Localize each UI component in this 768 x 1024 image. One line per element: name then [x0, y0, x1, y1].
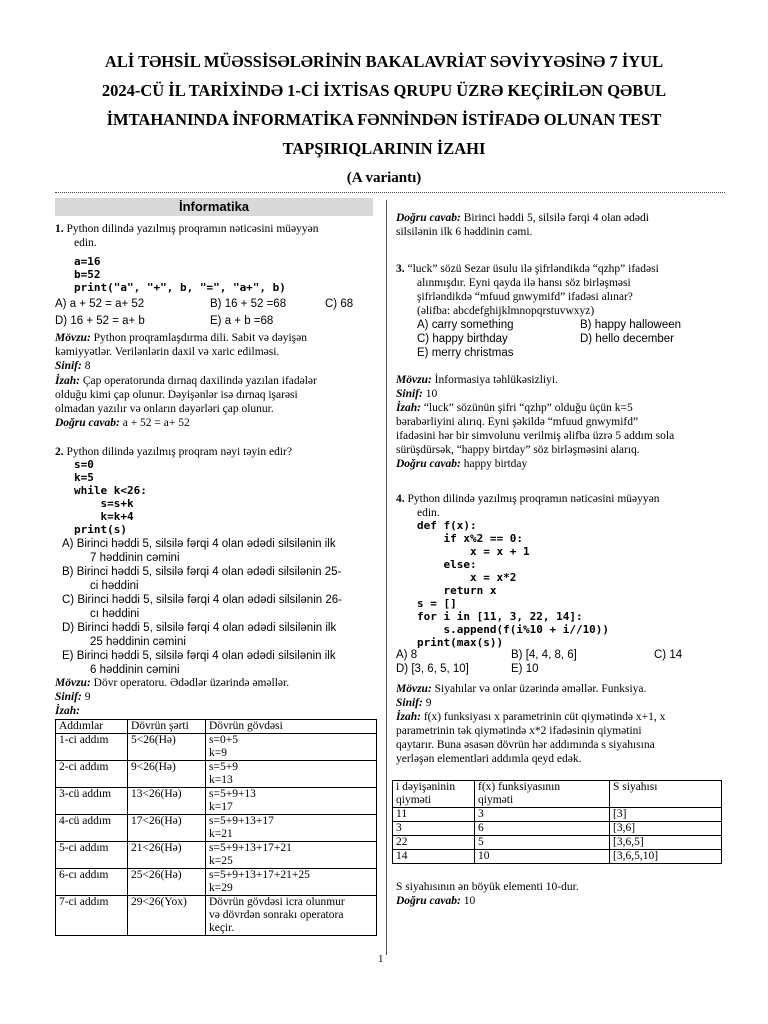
q4-text — [396, 492, 660, 506]
cell-line: s=5+9+13 — [209, 788, 256, 800]
q3-izah — [396, 401, 633, 415]
q1-sinif — [55, 359, 90, 373]
table-cell: 2-ci addım — [56, 761, 128, 788]
q2-option-a-cont[interactable]: 7 həddinin cəmini — [90, 552, 180, 564]
q2-sinif-value: 9 — [84, 691, 91, 703]
q3-option-a[interactable]: A) carry something — [417, 319, 514, 331]
cell-line: i dəyişəninin — [396, 781, 456, 793]
q3-izah-line1: “luck” sözünün şifri “qzhp” olduğu üçün k=5 — [423, 402, 633, 414]
cell-line: qiyməti — [396, 794, 432, 806]
cell-line: f(x) funksiyasının — [478, 781, 561, 793]
q1-text — [55, 222, 319, 236]
q4-izah-line4: yerləşən elementləri addımla qeyd edək. — [396, 753, 582, 765]
q1-option-b[interactable]: B) 16 + 52 =68 — [210, 298, 287, 310]
table-cell: [3] — [610, 808, 722, 822]
q1-answer-value: a + 52 = a+ 52 — [122, 417, 190, 429]
table-cell: 10 — [475, 850, 610, 864]
q2-answer — [396, 211, 649, 225]
q1-movzu-text: Python proqramlaşdırma dili. Sabit və dəyişən — [93, 332, 308, 344]
q3-answer — [396, 457, 527, 471]
table-row — [56, 761, 377, 788]
q3-option-e[interactable]: E) merry christmas — [417, 347, 514, 359]
table-row — [393, 822, 722, 836]
q1-izah — [55, 374, 317, 388]
q4-option-d[interactable]: D) [3, 6, 5, 10] — [396, 663, 469, 675]
cell-line: s=5+9+13+17+21+25 — [209, 869, 310, 881]
cell-line: s=5+9+13+17+21 — [209, 842, 292, 854]
cell-line: k=13 — [209, 774, 233, 786]
q2-movzu — [55, 676, 289, 690]
q4-option-b[interactable]: B) [4, 4, 8, 6] — [511, 649, 577, 661]
dogru-label: Doğru cavab: — [55, 417, 120, 429]
cell-line: k=17 — [209, 801, 233, 813]
document-title — [40, 47, 728, 163]
cell-line: k=29 — [209, 882, 233, 894]
table-cell: 5<26(Hə) — [128, 734, 206, 761]
q2-option-c[interactable]: C) Birinci həddi 5, silsilə fərqi 4 olan ədədi silsilənin 26- — [62, 594, 342, 606]
q1-option-e[interactable]: E) a + b =68 — [210, 315, 274, 327]
q3-text — [396, 262, 659, 276]
table-cell: 4-cü addım — [56, 815, 128, 842]
q2-option-b[interactable]: B) Birinci həddi 5, silsilə fərqi 4 olan ədədi silsilənin 25- — [62, 566, 342, 578]
q2-option-d[interactable]: D) Birinci həddi 5, silsilə fərqi 4 olan ədədi silsilənin ilk — [62, 622, 337, 634]
cell-line: qiyməti — [478, 794, 514, 806]
table-cell — [206, 761, 377, 788]
q2-option-e-cont[interactable]: 6 həddinin cəmini — [90, 664, 180, 676]
table-header: Dövrün şərti — [128, 720, 206, 734]
table-header — [475, 781, 610, 808]
table-row — [393, 836, 722, 850]
table-cell — [206, 815, 377, 842]
table-cell: 17<26(Hə) — [128, 815, 206, 842]
cell-line: keçir. — [209, 922, 235, 934]
q4-code: def f(x): if x%2 == 0: x = x + 1 else: x = x*2 return x s = [] for i in [11, 3, 22, 14]: s.append(f(i%10 + i//10)) print(max(s)) — [417, 519, 610, 649]
table-cell: 21<26(Hə) — [128, 842, 206, 869]
table-cell — [206, 734, 377, 761]
q3-movzu-text: İnformasiya təhlükəsizliyi. — [434, 374, 558, 386]
table-cell — [206, 869, 377, 896]
q4-text-line2: edin. — [417, 507, 440, 519]
column-divider — [386, 200, 387, 955]
dogru-label: Doğru cavab: — [396, 458, 461, 470]
q4-option-c[interactable]: C) 14 — [654, 649, 683, 661]
q2-answer-line2: silsilənin ilk 6 həddinin cəmi. — [396, 226, 533, 238]
movzu-label: Mövzu: — [55, 332, 91, 344]
sinif-label: Sinif: — [55, 691, 82, 703]
table-cell: 6-cı addım — [56, 869, 128, 896]
table-cell: 29<26(Yox) — [128, 896, 206, 936]
page-number: 1 — [378, 953, 384, 965]
q4-note: S siyahısının ən böyük elementi 10-dur. — [396, 881, 579, 893]
section-title: İnformatika — [55, 198, 373, 216]
table-row — [56, 896, 377, 936]
table-header-row — [56, 720, 377, 734]
q1-text-line2: edin. — [74, 237, 97, 249]
q4-values-table — [392, 780, 722, 864]
q2-steps-table — [55, 719, 377, 936]
q2-option-c-cont[interactable]: cı həddini — [90, 608, 140, 620]
table-cell — [206, 788, 377, 815]
q3-answer-value: happy birtday — [463, 458, 528, 470]
cell-line: Dövrün gövdəsi icra olunmur — [209, 896, 345, 908]
q2-option-d-cont[interactable]: 25 həddinin cəmini — [90, 636, 186, 648]
q4-option-a[interactable]: A) 8 — [396, 649, 418, 661]
q4-izah-line2: parametrinin tək qiymətində x*2 ifadəsinin qiymətini — [396, 725, 642, 737]
q2-option-e[interactable]: E) Birinci həddi 5, silsilə fərqi 4 olan ədədi silsilənin ilk — [62, 650, 336, 662]
q3-option-c[interactable]: C) happy birthday — [417, 333, 508, 345]
q2-option-a[interactable]: A) Birinci həddi 5, silsilə fərqi 4 olan ədədi silsilənin ilk — [62, 538, 336, 550]
title-line-1: ALİ TƏHSİL MÜƏSSİSƏLƏRİNİN BAKALAVRİAT SƏVİYYƏSİNƏ 7 İYUL — [104, 52, 664, 71]
table-row — [56, 788, 377, 815]
table-cell: 1-ci addım — [56, 734, 128, 761]
q3-izah-line3: ifadəsini hər bir simvolunu verilmiş əlifba üzrə 5 addım sola — [396, 430, 675, 442]
table-row — [56, 734, 377, 761]
q3-sinif-value: 10 — [425, 388, 438, 400]
q1-option-c[interactable]: C) 68 — [325, 298, 354, 310]
q4-answer — [396, 894, 475, 908]
q2-option-b-cont[interactable]: ci həddini — [90, 580, 139, 592]
q4-sinif-value: 9 — [425, 697, 432, 709]
q2-question: Python dilində yazılmış proqram nəyi təyin edir? — [66, 446, 292, 458]
q1-movzu-line2: kəmiyyətlər. Verilənlərin daxil və xaric edilməsi. — [55, 346, 280, 358]
q3-number: 3. — [396, 263, 405, 275]
table-cell: 13<26(Hə) — [128, 788, 206, 815]
q1-option-d[interactable]: D) 16 + 52 = a+ b — [55, 315, 145, 327]
sinif-label: Sinif: — [396, 388, 423, 400]
table-cell — [206, 842, 377, 869]
q2-sinif — [55, 690, 90, 704]
dogru-label: Doğru cavab: — [396, 212, 461, 224]
table-row — [393, 850, 722, 864]
table-cell: 3 — [393, 822, 475, 836]
q4-answer-value: 10 — [463, 895, 476, 907]
q1-answer — [55, 416, 190, 430]
q3-text-line2: alınmışdır. Eyni qayda ilə hansı söz birləşməsi — [417, 277, 631, 289]
cell-line: s=0+5 — [209, 734, 238, 746]
sinif-label: Sinif: — [396, 697, 423, 709]
q4-izah-line1: f(x) funksiyası x parametrinin cüt qiymətində x+1, x — [423, 711, 666, 723]
q1-option-a[interactable]: A) a + 52 = a+ 52 — [55, 298, 145, 310]
table-cell: [3,6,5,10] — [610, 850, 722, 864]
variant-label: (A variantı) — [346, 170, 422, 186]
dogru-label: Doğru cavab: — [396, 895, 461, 907]
table-row — [393, 808, 722, 822]
q4-number: 4. — [396, 493, 405, 505]
table-cell: 3-cü addım — [56, 788, 128, 815]
title-line-3: İMTAHANINDA İNFORMATİKA FƏNNİNDƏN İSTİFADƏ OLUNAN TEST — [106, 110, 662, 129]
cell-line: s=5+9+13+17 — [209, 815, 274, 827]
cell-line: k=25 — [209, 855, 233, 867]
table-header: Addımlar — [56, 720, 128, 734]
table-header-row — [393, 781, 722, 808]
header-divider — [55, 192, 725, 193]
table-cell: 22 — [393, 836, 475, 850]
q3-alphabet: (əlifba: abcdefghijklmnopqrstuvwxyz) — [417, 305, 595, 317]
q3-movzu — [396, 373, 558, 387]
q4-izah-line3: qaytarır. Buna əsasən dövrün hər addımında s siyahısına — [396, 739, 655, 751]
q3-option-b[interactable]: B) happy halloween — [580, 319, 682, 331]
q2-answer-line1: Birinci həddi 5, silsilə fərqi 4 olan ədədi — [463, 212, 649, 224]
movzu-label: Mövzu: — [55, 677, 91, 689]
q4-izah — [396, 710, 665, 724]
table-row — [56, 815, 377, 842]
sinif-label: Sinif: — [55, 360, 82, 372]
table-cell: [3,6,5] — [610, 836, 722, 850]
table-header: S siyahısı — [610, 781, 722, 808]
table-cell: 6 — [475, 822, 610, 836]
cell-line: k=21 — [209, 828, 233, 840]
q1-number: 1. — [55, 223, 64, 235]
table-row — [56, 842, 377, 869]
table-cell — [206, 896, 377, 936]
q4-movzu — [396, 682, 646, 696]
q1-izah-line3: olmadan yazılır və onların dəyərləri çap olunur. — [55, 403, 274, 415]
table-cell: 11 — [393, 808, 475, 822]
izah-label: İzah: — [396, 711, 421, 723]
cell-line: k=9 — [209, 747, 227, 759]
q2-text — [55, 445, 292, 459]
q1-text-line1: Python dilində yazılmış proqramın nəticəsini müəyyən — [66, 223, 319, 235]
title-line-2: 2024-CÜ İL TARİXİNDƏ 1-Cİ İXTİSAS QRUPU ÜZRƏ KEÇİRİLƏN QƏBUL — [101, 81, 667, 100]
q2-izah — [55, 704, 80, 718]
q1-movzu — [55, 331, 307, 345]
q3-text-line3: şifrləndikdə “mfuud gnwymifd” ifadəsi alınar? — [417, 291, 633, 303]
cell-line: s=5+9 — [209, 761, 238, 773]
q1-sinif-value: 8 — [84, 360, 91, 372]
table-header: Dövrün gövdəsi — [206, 720, 377, 734]
q1-code: a=16 b=52 print("a", "+", b, "=", "a+", b) — [74, 255, 286, 294]
q1-izah-line2: olduğu kimi çap olunur. Dəyişənlər isə dırnaq işarəsi — [55, 389, 298, 401]
table-cell: 7-ci addım — [56, 896, 128, 936]
table-row — [56, 869, 377, 896]
q2-code: s=0 k=5 while k<26: s=s+k k=k+4 print(s) — [74, 458, 147, 536]
q3-izah-line4: sürüşdürsək, “happy birtday” söz birləşməsini alarıq. — [396, 444, 640, 456]
q4-text-line1: Python dilində yazılmış proqramın nəticəsini müəyyən — [407, 493, 660, 505]
table-cell: 5 — [475, 836, 610, 850]
table-header — [393, 781, 475, 808]
movzu-label: Mövzu: — [396, 683, 432, 695]
q4-sinif — [396, 696, 431, 710]
q4-movzu-text: Siyahılar və onlar üzərində əməllər. Funksiya. — [434, 683, 647, 695]
movzu-label: Mövzu: — [396, 374, 432, 386]
table-cell: 5-ci addım — [56, 842, 128, 869]
izah-label: İzah: — [396, 402, 421, 414]
table-cell: 3 — [475, 808, 610, 822]
q3-option-d[interactable]: D) hello december — [580, 333, 674, 345]
izah-label: İzah: — [55, 705, 80, 717]
cell-line: və dövrdən sonrakı operatora — [209, 909, 344, 921]
q4-option-e[interactable]: E) 10 — [511, 663, 539, 675]
table-cell: 14 — [393, 850, 475, 864]
q3-text-line1: “luck” sözü Sezar üsulu ilə şifrləndikdə “qzhp” ifadəsi — [407, 263, 659, 275]
table-cell: [3,6] — [610, 822, 722, 836]
q1-izah-line1: Çap operatorunda dırnaq daxilində yazılan ifadələr — [82, 375, 317, 387]
table-cell: 25<26(Hə) — [128, 869, 206, 896]
izah-label: İzah: — [55, 375, 80, 387]
q3-izah-line2: bərabərliyini alırıq. Eyni şəkildə “mfuud gnwymifd” — [396, 416, 639, 428]
q3-sinif — [396, 387, 437, 401]
q2-movzu-text: Dövr operatoru. Ədədlər üzərində əməllər. — [93, 677, 290, 689]
title-line-4: TAPŞIRIQLARININ İZAHI — [282, 139, 486, 158]
table-cell: 9<26(Hə) — [128, 761, 206, 788]
q2-number: 2. — [55, 446, 64, 458]
